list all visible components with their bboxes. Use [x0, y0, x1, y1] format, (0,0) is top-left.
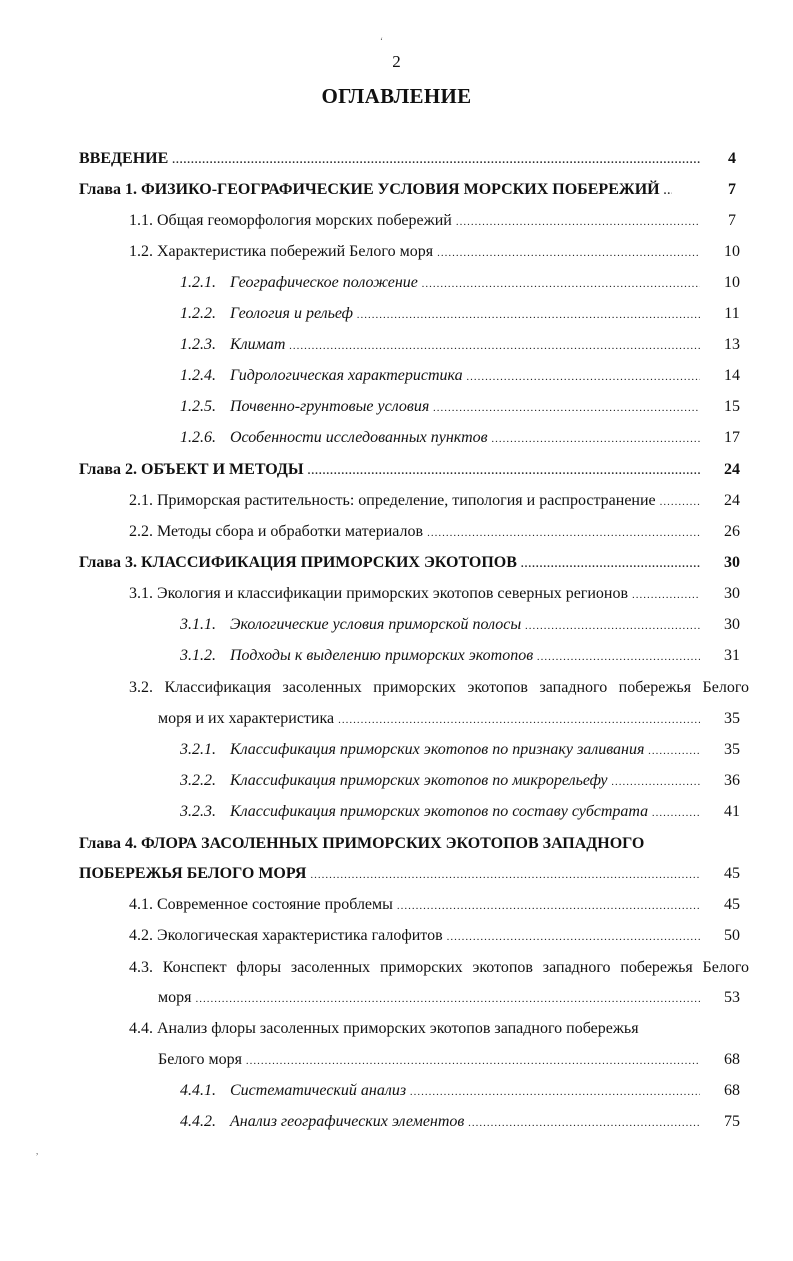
- toc-page-number: 7: [728, 212, 736, 229]
- toc-page-number: 24: [724, 461, 740, 478]
- toc-page-number: 45: [724, 896, 740, 913]
- toc-entry-number: 3.2.1.: [180, 741, 216, 758]
- toc-entry-label: ВВЕДЕНИЕ: [79, 150, 169, 167]
- toc-entry-label: 4.2. Экологическая характеристика галофитов: [129, 927, 443, 944]
- toc-entry-number: 1.2.1.: [180, 274, 216, 291]
- toc-entry-number: 1.2.5.: [180, 398, 216, 415]
- toc-leader-dots: [427, 521, 700, 545]
- toc-entry-label: Климат: [230, 336, 286, 353]
- toc-entry-label: Подходы к выделению приморских экотопов: [230, 647, 534, 664]
- toc-entry-3-2-line-2[interactable]: [158, 707, 740, 731]
- toc-entry-label: Глава 1. ФИЗИКО-ГЕОГРАФИЧЕСКИЕ УСЛОВИЯ МОРСКИХ ПОБЕРЕЖИЙ: [79, 181, 660, 198]
- toc-page-number: 31: [724, 647, 740, 664]
- toc-entry-4-4-line-1[interactable]: [129, 1017, 729, 1041]
- toc-leader-dots: [652, 801, 700, 825]
- toc-entry-1-2-2[interactable]: [180, 302, 740, 326]
- toc-entry-1-2-3[interactable]: [180, 333, 740, 357]
- toc-entry-number: 3.2.3.: [180, 803, 216, 820]
- toc-entry-label: ПОБЕРЕЖЬЯ БЕЛОГО МОРЯ: [79, 865, 307, 882]
- toc-leader-dots: [338, 708, 700, 732]
- toc-leader-dots: [310, 863, 700, 887]
- toc-entry-1-1[interactable]: [129, 209, 736, 233]
- toc-page-number: 10: [724, 243, 740, 260]
- toc-leader-dots: [467, 365, 700, 389]
- toc-entry-number: 4.4.1.: [180, 1082, 216, 1099]
- toc-entry-1-2[interactable]: [129, 240, 740, 264]
- toc-entry-label: Глава 2. ОБЪЕКТ И МЕТОДЫ: [79, 461, 304, 478]
- toc-page-number: 14: [724, 367, 740, 384]
- toc-page-number: 30: [724, 554, 740, 571]
- toc-entry-label: 1.2. Характеристика побережий Белого моря: [129, 243, 434, 260]
- toc-entry-4-4-1[interactable]: [180, 1079, 740, 1103]
- toc-leader-dots: [422, 272, 700, 296]
- toc-page-number: 36: [724, 772, 740, 789]
- toc-leader-dots: [456, 210, 700, 234]
- toc-entry-label: Особенности исследованных пунктов: [230, 429, 488, 446]
- toc-entry-label: Классификация приморских экотопов по составу субстрата: [230, 803, 649, 820]
- toc-leader-dots: [537, 645, 700, 669]
- toc-entry-chapter-4-line-1[interactable]: [79, 832, 719, 856]
- toc-leader-dots: [397, 894, 700, 918]
- toc-entry-3-1[interactable]: [129, 582, 740, 606]
- toc-leader-dots: [664, 179, 672, 203]
- toc-entry-label: 2.2. Методы сбора и обработки материалов: [129, 523, 424, 540]
- toc-entry-1-2-5[interactable]: [180, 395, 740, 419]
- toc-leader-dots: [632, 583, 700, 607]
- toc-entry-label: 3.2. Классификация засоленных приморских экотопов западного побережья Белого: [129, 679, 749, 696]
- toc-page-number: 26: [724, 523, 740, 540]
- scan-artifact-mark: ,: [36, 1146, 39, 1156]
- toc-entry-introduction[interactable]: [79, 147, 736, 171]
- toc-entry-label: моря и их характеристика: [158, 710, 335, 727]
- toc-leader-dots: [433, 396, 700, 420]
- toc-leader-dots: [525, 614, 700, 638]
- toc-entry-4-1[interactable]: [129, 893, 740, 917]
- toc-entry-number: 1.2.6.: [180, 429, 216, 446]
- toc-entry-label: Классификация приморских экотопов по признаку заливания: [230, 741, 645, 758]
- toc-entry-number: 3.1.1.: [180, 616, 216, 633]
- toc-entry-label: моря: [158, 989, 192, 1006]
- toc-leader-dots: [447, 925, 700, 949]
- toc-entry-1-2-4[interactable]: [180, 364, 740, 388]
- toc-leader-dots: [521, 552, 700, 576]
- toc-page-number: 15: [724, 398, 740, 415]
- toc-entry-1-2-6[interactable]: [180, 426, 740, 450]
- toc-entry-4-3-line-1[interactable]: [129, 956, 749, 980]
- toc-page-number: 68: [724, 1082, 740, 1099]
- toc-leader-dots: [289, 334, 700, 358]
- toc-entry-number: 1.2.2.: [180, 305, 216, 322]
- toc-entry-label: Классификация приморских экотопов по микрорельефу: [230, 772, 608, 789]
- toc-entry-label: 4.1. Современное состояние проблемы: [129, 896, 393, 913]
- toc-entry-3-2-line-1[interactable]: [129, 676, 749, 700]
- toc-entry-2-2[interactable]: [129, 520, 740, 544]
- toc-entry-label: Систематический анализ: [230, 1082, 407, 1099]
- toc-entry-chapter-1[interactable]: [79, 178, 736, 202]
- toc-page-number: 11: [724, 305, 740, 322]
- toc-leader-dots: [246, 1049, 700, 1073]
- toc-entry-label: 4.3. Конспект флоры засоленных приморских экотопов западного побережья Белого: [129, 959, 749, 976]
- toc-leader-dots: [410, 1080, 700, 1104]
- toc-entry-3-2-3[interactable]: [180, 800, 740, 824]
- toc-page-number: 35: [724, 710, 740, 727]
- toc-leader-dots: [195, 987, 700, 1011]
- toc-entry-label: Гидрологическая характеристика: [230, 367, 463, 384]
- toc-entry-4-3-line-2[interactable]: [158, 986, 740, 1010]
- toc-page-number: 7: [728, 181, 736, 198]
- toc-entry-number: 3.2.2.: [180, 772, 216, 789]
- toc-leader-dots: [308, 459, 700, 483]
- toc-leader-dots: [468, 1111, 700, 1135]
- toc-entry-chapter-2[interactable]: [79, 458, 740, 482]
- toc-page-number: 53: [724, 989, 740, 1006]
- toc-page-number: 75: [724, 1113, 740, 1130]
- toc-leader-dots: [660, 490, 700, 514]
- toc-entry-number: 1.2.4.: [180, 367, 216, 384]
- toc-entry-4-4-2[interactable]: [180, 1110, 740, 1134]
- toc-page-number: 10: [724, 274, 740, 291]
- toc-entry-label: 3.1. Экология и классификации приморских экотопов северных регионов: [129, 585, 629, 602]
- toc-entry-number: 4.4.2.: [180, 1113, 216, 1130]
- toc-entry-number: 3.1.2.: [180, 647, 216, 664]
- toc-entry-number: 1.2.3.: [180, 336, 216, 353]
- toc-page-number: 50: [724, 927, 740, 944]
- toc-page-number: 30: [724, 585, 740, 602]
- toc-page-number: 4: [728, 150, 736, 167]
- toc-entry-label: Анализ географических элементов: [230, 1113, 465, 1130]
- toc-page-number: 30: [724, 616, 740, 633]
- toc-leader-dots: [437, 241, 700, 265]
- toc-page-number: 68: [724, 1051, 740, 1068]
- toc-entry-label: 4.4. Анализ флоры засоленных приморских экотопов западного побережья: [129, 1020, 639, 1037]
- toc-entry-label: Почвенно-грунтовые условия: [230, 398, 430, 415]
- toc-page-number: 17: [724, 429, 740, 446]
- toc-page-number: 35: [724, 741, 740, 758]
- toc-entry-label: 2.1. Приморская растительность: определение, типология и распространение: [129, 492, 656, 509]
- page-title: ОГЛАВЛЕНИЕ: [321, 84, 472, 108]
- toc-entry-3-2-1[interactable]: [180, 738, 740, 762]
- toc-leader-dots: [172, 148, 700, 172]
- toc-entry-label: Глава 3. КЛАССИФИКАЦИЯ ПРИМОРСКИХ ЭКОТОПОВ: [79, 554, 517, 571]
- toc-entry-label: Геология и рельеф: [230, 305, 353, 322]
- toc-page-number: 24: [724, 492, 740, 509]
- toc-page-number: 13: [724, 336, 740, 353]
- toc-entry-label: Географическое положение: [230, 274, 418, 291]
- toc-entry-chapter-3[interactable]: [79, 551, 740, 575]
- toc-entry-3-2-2[interactable]: [180, 769, 740, 793]
- toc-entry-label: 1.1. Общая геоморфология морских побережий: [129, 212, 452, 229]
- toc-page-number: 41: [724, 803, 740, 820]
- toc-entry-4-2[interactable]: [129, 924, 740, 948]
- toc-entry-4-4-line-2[interactable]: [158, 1048, 740, 1072]
- toc-entry-label: Глава 4. ФЛОРА ЗАСОЛЕННЫХ ПРИМОРСКИХ ЭКОТОПОВ ЗАПАДНОГО: [79, 835, 645, 852]
- toc-entry-3-1-2[interactable]: [180, 644, 740, 668]
- toc-entry-label: Экологические условия приморской полосы: [230, 616, 522, 633]
- toc-entry-label: Белого моря: [158, 1051, 242, 1068]
- toc-leader-dots: [492, 427, 700, 451]
- toc-leader-dots: [357, 303, 700, 327]
- toc-page-number: 45: [724, 865, 740, 882]
- page-number: 2: [392, 52, 401, 71]
- toc-entry-3-1-1[interactable]: [180, 613, 740, 637]
- toc-leader-dots: [648, 739, 700, 763]
- toc-entry-1-2-1[interactable]: [180, 271, 740, 295]
- toc-leader-dots: [612, 770, 701, 794]
- toc-entry-2-1[interactable]: [129, 489, 740, 513]
- toc-entry-chapter-4-line-2[interactable]: [79, 862, 740, 886]
- scan-artifact-mark: ‘: [380, 36, 383, 46]
